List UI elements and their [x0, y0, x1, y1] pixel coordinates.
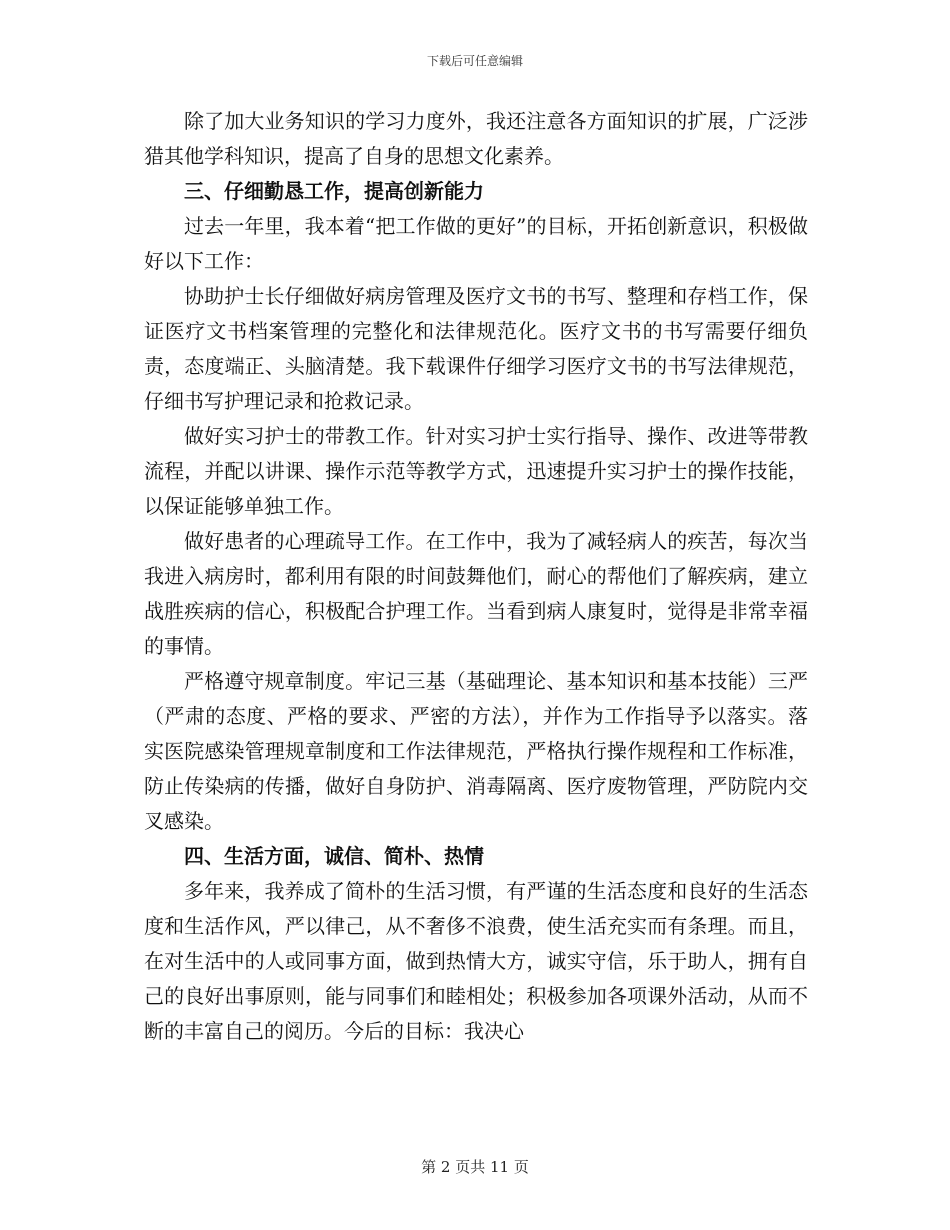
paragraph-knowledge: 除了加大业务知识的学习力度外，我还注意各方面知识的扩展，广泛涉猎其他学科知识，提高了自身的思想文化素养。 [144, 109, 808, 168]
page-header: 下载后可任意编辑 [426, 54, 523, 68]
paragraph-counseling: 做好患者的心理疏导工作。在工作中，我为了减轻病人的疾苦，每次当我进入病房时，都利用有限的时间鼓舞他们，耐心的帮他们了解疾病，建立战胜疾病的信心，积极配合护理工作。当看到病人康复时，觉得是非常幸福的事情。 [144, 529, 808, 658]
section-heading-3: 三、仔细勤恳工作，提高创新能力 [184, 179, 484, 203]
paragraph-documents: 协助护士长仔细做好病房管理及医疗文书的书写、整理和存档工作，保证医疗文书档案管理的完整化和法律规范化。医疗文书的书写需要仔细负责，态度端正、头脑清楚。我下载课件仔细学习医疗文书的书写法律规范，仔细书写护理记录和抢救记录。 [144, 284, 808, 413]
paragraph-life: 多年来，我养成了简朴的生活习惯，有严谨的生活态度和良好的生活态度和生活作风，严以律己，从不奢侈不浪费，使生活充实而有条理。而且，在对生活中的人或同事方面，做到热情大方，诚实守信，乐于助人，拥有自己的良好出事原则，能与同事们和睦相处；积极参加各项课外活动，从而不断的丰富自己的阅历。今后的目标：我决心 [144, 879, 808, 1043]
paragraph-teaching: 做好实习护士的带教工作。针对实习护士实行指导、操作、改进等带教流程，并配以讲课、操作示范等教学方式，迅速提升实习护士的操作技能，以保证能够单独工作。 [144, 424, 808, 518]
page-footer: 第 2 页共 11 页 [421, 1158, 529, 1176]
paragraph-goal: 过去一年里，我本着“把工作做的更好”的目标，开拓创新意识，积极做好以下工作： [144, 214, 808, 273]
paragraph-rules: 严格遵守规章制度。牢记三基（基础理论、基本知识和基本技能）三严（严肃的态度、严格的要求、严密的方法），并作为工作指导予以落实。落实医院感染管理规章制度和工作法律规范，严格执行操作规程和工作标准，防止传染病的传播，做好自身防护、消毒隔离、医疗废物管理，严防院内交叉感染。 [144, 669, 808, 833]
document-body [144, 104, 808, 1049]
section-heading-4: 四、生活方面，诚信、简朴、热情 [184, 844, 484, 868]
